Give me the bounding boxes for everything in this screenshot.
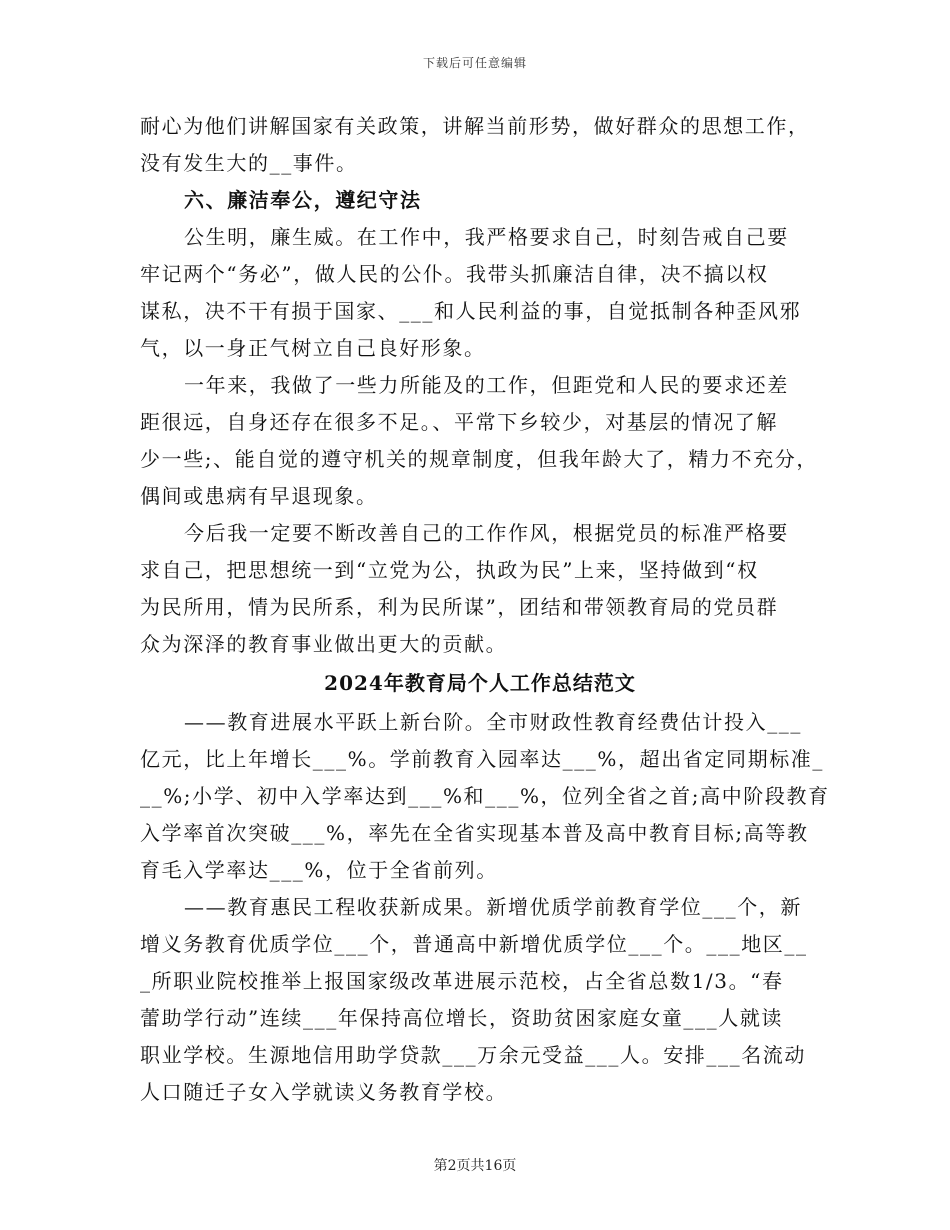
page-number: 第2页共16页 — [433, 1158, 517, 1174]
document-title: 2024年教育局个人工作总结范文 — [324, 671, 636, 695]
paragraph-line: 耐心为他们讲解国家有关政策，讲解当前形势，做好群众的思想工作， — [140, 114, 810, 138]
paragraph-line: 偶间或患病有早退现象。 — [140, 484, 378, 508]
paragraph-line: 没有发生大的__事件。 — [140, 151, 358, 175]
paragraph-line: 牢记两个“务必”，做人民的公仆。我带头抓廉洁自律，决不搞以权 — [140, 262, 769, 286]
paragraph-line: 亿元，比上年增长___%。学前教育入园率达___%，超出省定同期标准_ — [140, 747, 825, 771]
document-body — [140, 108, 830, 1111]
paragraph-line: 人口随迁子女入学就读义务教育学校。 — [140, 1080, 508, 1104]
paragraph-line: 一年来，我做了一些力所能及的工作，但距党和人民的要求还差 — [184, 373, 789, 397]
paragraph-line: 为民所用，情为民所系，利为民所谋”，团结和带领教育局的党员群 — [140, 595, 779, 619]
paragraph-line: 距很远，自身还存在很多不足。、平常下乡较少，对基层的情况了解 — [140, 410, 778, 434]
paragraph-line: ——教育惠民工程收获新成果。新增优质学前教育学位___个，新 — [184, 895, 802, 919]
paragraph-line: __%;小学、初中入学率达到___%和___%，位列全省之首;高中阶段教育 — [140, 784, 830, 808]
paragraph-line: 众为深泽的教育事业做出更大的贡献。 — [140, 632, 508, 656]
paragraph-line: 入学率首次突破___%，率先在全省实现基本普及高中教育目标;高等教 — [140, 821, 809, 845]
paragraph-line: 育毛入学率达___%，位于全省前列。 — [140, 858, 498, 882]
paragraph-line: 少一些;、能自觉的遵守机关的规章制度，但我年龄大了，精力不充分， — [140, 447, 818, 471]
paragraph-line: 今后我一定要不断改善自己的工作作风，根据党员的标准严格要 — [184, 521, 789, 545]
paragraph-line: ——教育进展水平跃上新台阶。全市财政性教育经费估计投入___ — [184, 710, 802, 734]
paragraph-line: 公生明，廉生威。在工作中，我严格要求自己，时刻告戒自己要 — [184, 225, 789, 249]
paragraph-line: 蕾助学行动”连续___年保持高位增长，资助贫困家庭女童___人就读 — [140, 1006, 784, 1030]
section-heading: 六、廉洁奉公，遵纪守法 — [184, 188, 422, 212]
paragraph-line: 职业学校。生源地信用助学贷款___万余元受益___人。安排___名流动 — [140, 1043, 806, 1067]
paragraph-line: 增义务教育优质学位___个，普通高中新增优质学位___个。___地区__ — [140, 932, 808, 956]
paragraph-line: 气，以一身正气树立自己良好形象。 — [140, 336, 486, 360]
paragraph-line: _所职业院校推举上报国家级改革进展示范校，占全省总数1/3。“春 — [140, 969, 784, 993]
paragraph-line: 求自己，把思想统一到“立党为公，执政为民”上来，坚持做到“权 — [140, 558, 759, 582]
paragraph-line: 谋私，决不干有损于国家、___和人民利益的事，自觉抵制各种歪风邪 — [140, 299, 802, 323]
page-header-note: 下载后可任意编辑 — [422, 56, 527, 70]
